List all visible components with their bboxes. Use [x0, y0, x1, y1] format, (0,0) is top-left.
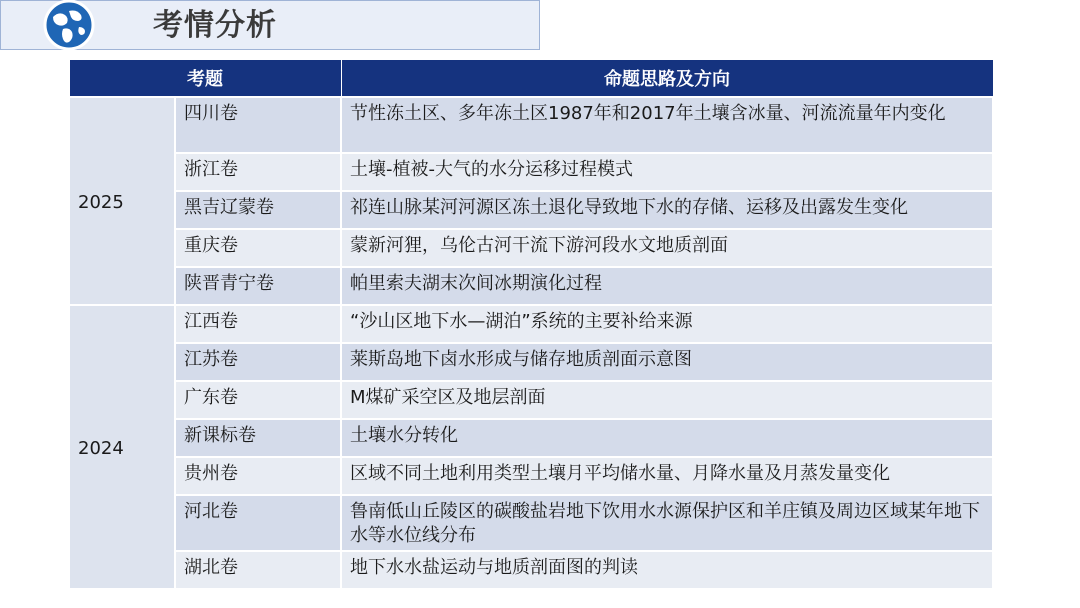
paper-cell: 重庆卷 — [175, 229, 341, 267]
direction-cell: 莱斯岛地下卤水形成与储存地质剖面示意图 — [341, 343, 993, 381]
direction-cell: 地下水水盐运动与地质剖面图的判读 — [341, 551, 993, 589]
paper-cell: 江西卷 — [175, 305, 341, 343]
globe-icon — [39, 0, 99, 51]
paper-cell: 湖北卷 — [175, 551, 341, 589]
table-row — [69, 381, 993, 419]
paper-cell: 新课标卷 — [175, 419, 341, 457]
table-row — [69, 267, 993, 305]
direction-cell: 蒙新河狸，乌伦古河干流下游河段水文地质剖面 — [341, 229, 993, 267]
table-row — [69, 457, 993, 495]
direction-cell: 土壤水分转化 — [341, 419, 993, 457]
header-banner — [0, 0, 540, 50]
direction-cell: 区域不同土地利用类型土壤月平均储水量、月降水量及月蒸发量变化 — [341, 457, 993, 495]
paper-cell: 贵州卷 — [175, 457, 341, 495]
paper-cell: 四川卷 — [175, 97, 341, 153]
direction-cell: 节性冻土区、多年冻土区1987年和2017年土壤含冰量、河流流量年内变化 — [341, 97, 993, 153]
direction-cell: M煤矿采空区及地层剖面 — [341, 381, 993, 419]
year-cell: 2025 — [69, 97, 175, 305]
paper-cell: 黑吉辽蒙卷 — [175, 191, 341, 229]
table-row — [69, 305, 993, 343]
exam-analysis-table — [68, 59, 994, 590]
table-header-row — [69, 60, 993, 97]
table-row — [69, 495, 993, 551]
paper-cell: 江苏卷 — [175, 343, 341, 381]
table-row — [69, 153, 993, 191]
table-row — [69, 97, 993, 153]
direction-cell: 土壤-植被-大气的水分运移过程模式 — [341, 153, 993, 191]
paper-cell: 浙江卷 — [175, 153, 341, 191]
table-row — [69, 229, 993, 267]
direction-text-part: 鲁南低山丘陵区的 — [350, 500, 494, 522]
table-row — [69, 419, 993, 457]
column-header-direction: 命题思路及方向 — [341, 60, 993, 97]
year-cell: 2024 — [69, 305, 175, 589]
direction-text-part: 碳酸盐岩地下饮用水水源保护区和羊庄镇及周边区域某年地下水等水位线分布 — [350, 500, 980, 546]
direction-cell: “沙山区地下水—湖泊”系统的主要补给来源 — [341, 305, 993, 343]
table-row — [69, 191, 993, 229]
direction-cell: 帕里索夫湖末次间冰期演化过程 — [341, 267, 993, 305]
paper-cell: 河北卷 — [175, 495, 341, 551]
table-row — [69, 551, 993, 589]
direction-cell: 祁连山脉某河河源区冻土退化导致地下水的存储、运移及出露发生变化 — [341, 191, 993, 229]
page-title: 考情分析 — [153, 8, 277, 43]
column-header-exam: 考题 — [69, 60, 341, 97]
paper-cell: 广东卷 — [175, 381, 341, 419]
paper-cell: 陕晋青宁卷 — [175, 267, 341, 305]
table-row — [69, 343, 993, 381]
direction-cell — [341, 495, 993, 551]
